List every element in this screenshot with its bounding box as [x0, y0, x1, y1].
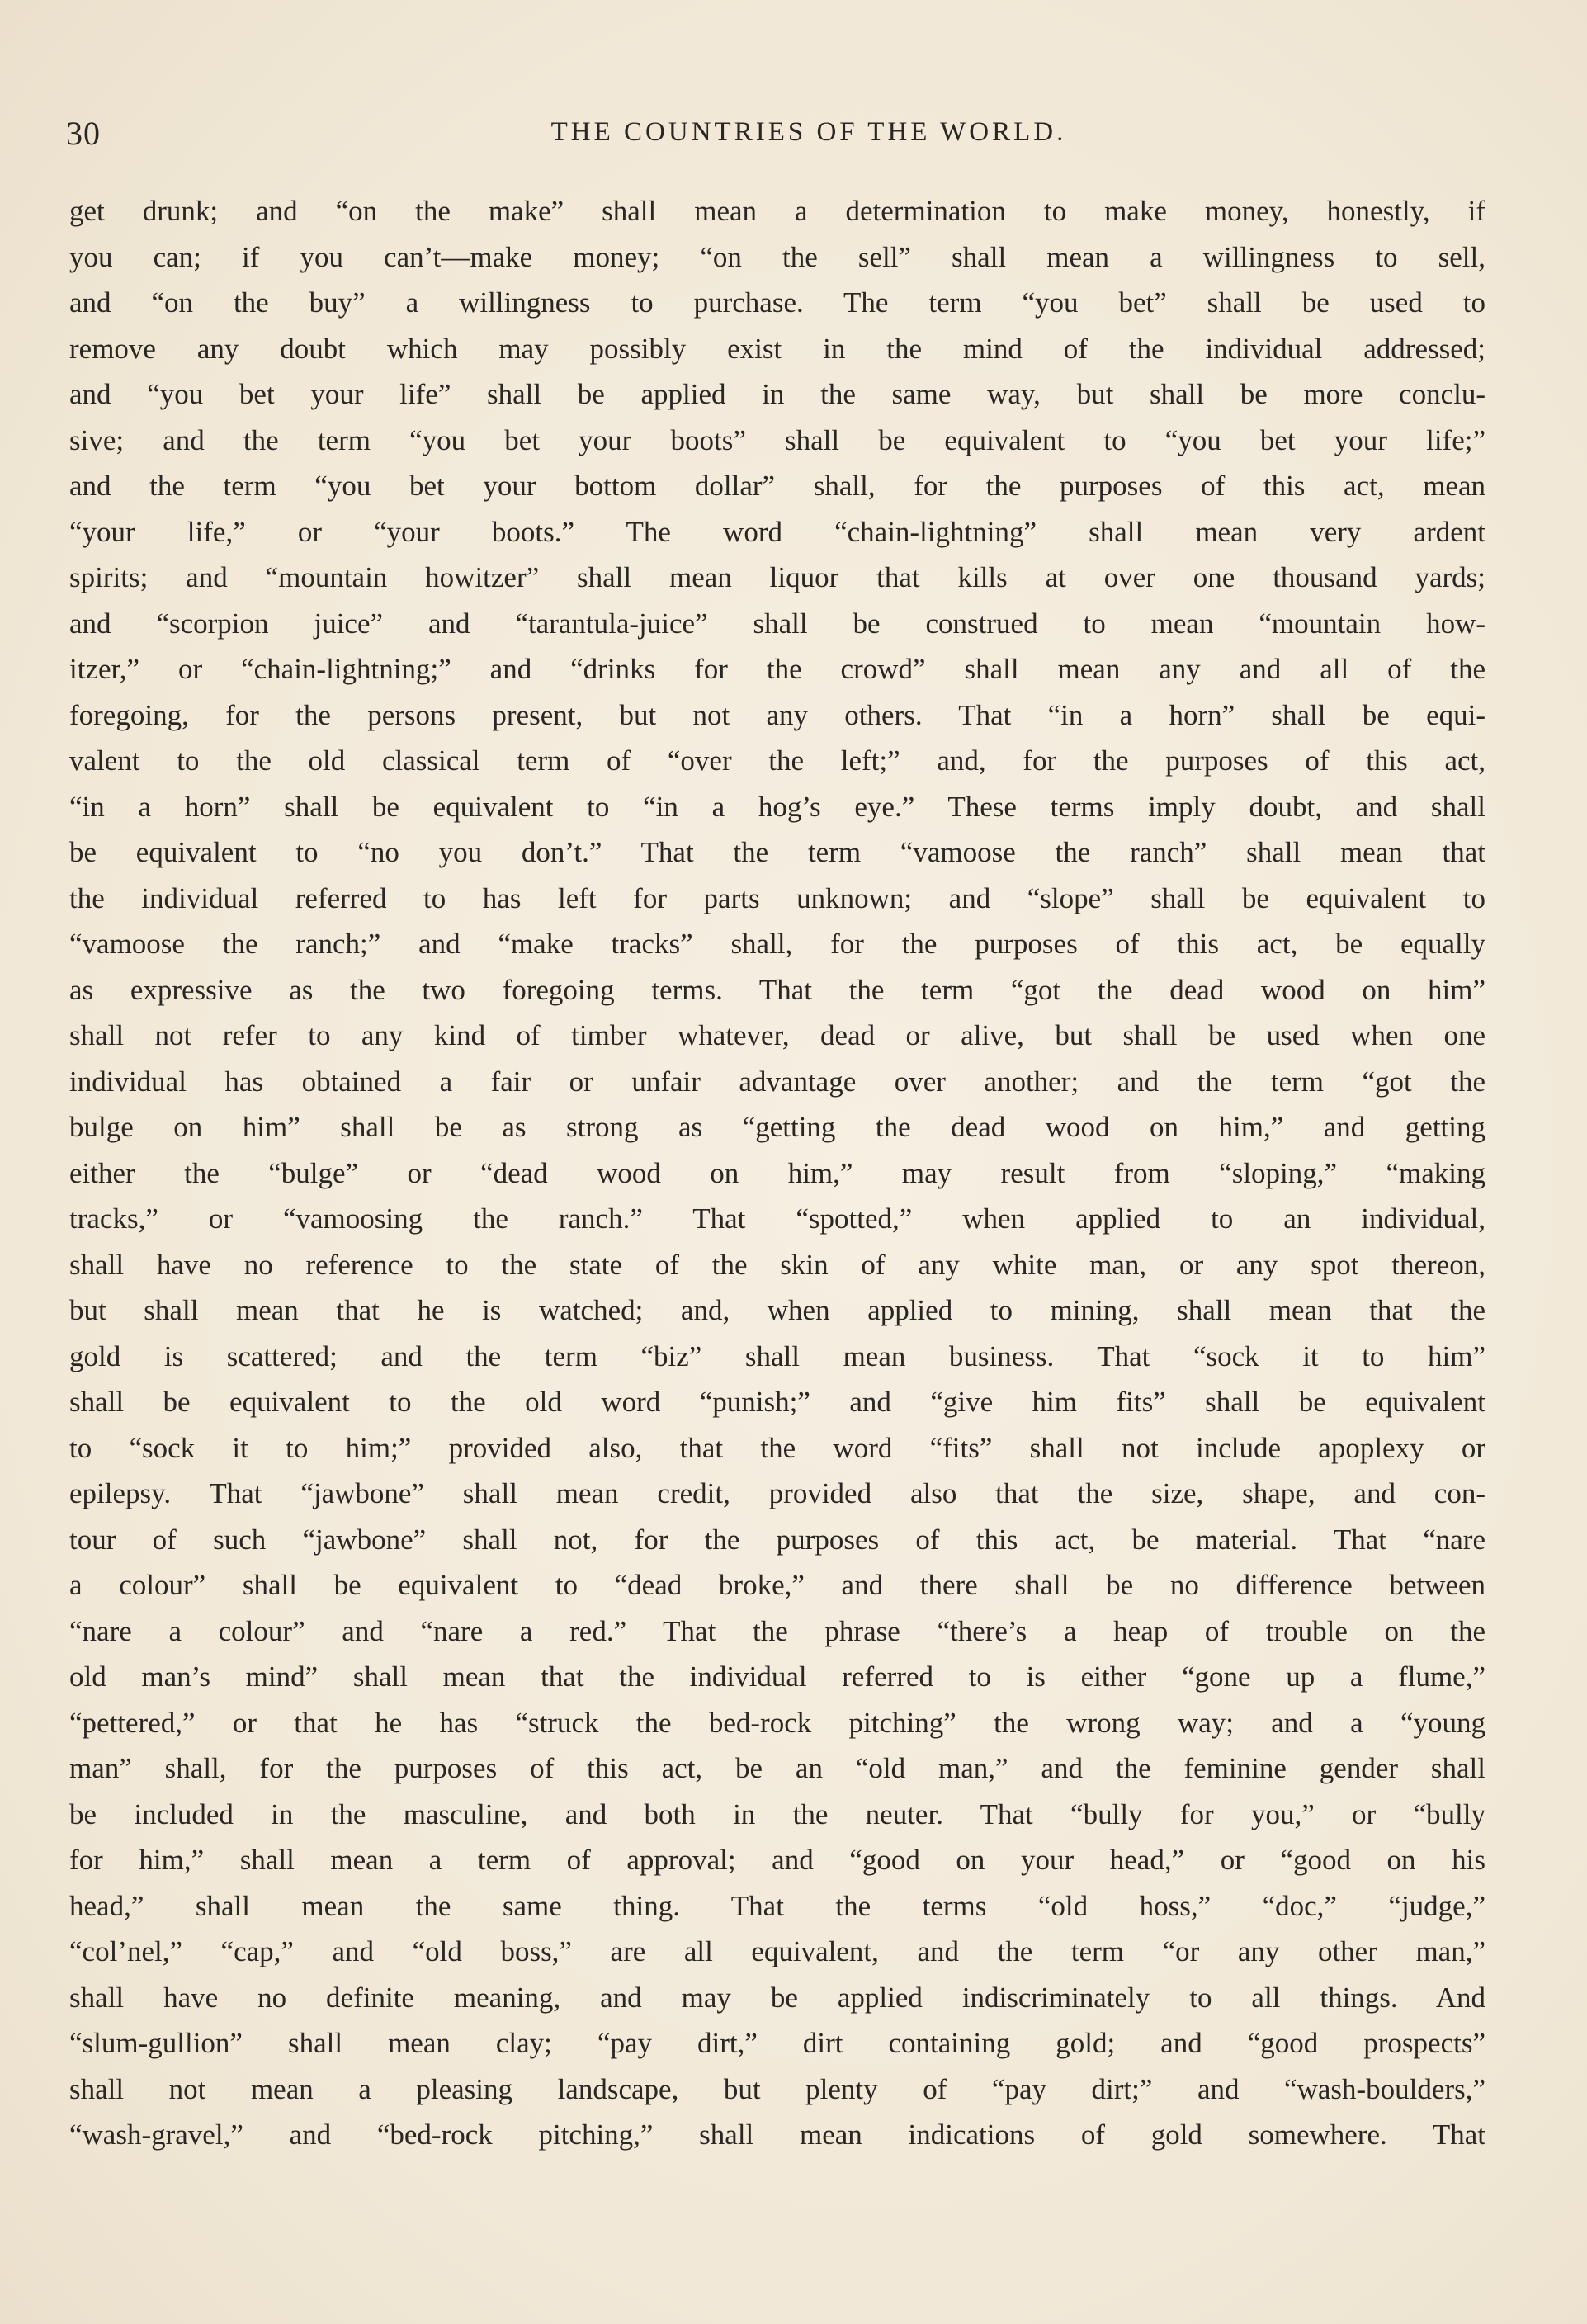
text-line: shall have no reference to the state of the skin of any white man, or any spot thereon,: [69, 1248, 1485, 1281]
running-title: THE COUNTRIES OF THE WORLD.: [550, 117, 1067, 147]
text-line: shall be equivalent to the old word “punish;” and “give him fits” shall be equivalent: [69, 1386, 1485, 1418]
text-line: as expressive as the two foregoing terms. That the term “got the dead wood on him”: [69, 973, 1485, 1006]
text-line: but shall mean that he is watched; and, when applied to mining, shall mean that the: [69, 1294, 1485, 1326]
text-line: “in a horn” shall be equivalent to “in a hog’s eye.” These terms imply doubt, and shall: [69, 790, 1485, 823]
text-line: the individual referred to has left for parts unknown; and “slope” shall be equivalent to: [69, 881, 1485, 914]
text-line: you can; if you can’t—make money; “on the sell” shall mean a willingness to sell,: [69, 240, 1485, 273]
text-line: remove any doubt which may possibly exist in the mind of the individual addressed;: [69, 332, 1485, 365]
text-line: bulge on him” shall be as strong as “getting the dead wood on him,” and getting: [69, 1111, 1485, 1143]
text-line: for him,” shall mean a term of approval; and “good on your head,” or “good on his: [69, 1844, 1485, 1876]
text-line: old man’s mind” shall mean that the individual referred to is either “gone up a flume,”: [69, 1660, 1485, 1693]
text-line: “slum-gullion” shall mean clay; “pay dirt,” dirt containing gold; and “good prospects”: [69, 2027, 1485, 2059]
text-line: individual has obtained a fair or unfair advantage over another; and the term “got the: [69, 1065, 1485, 1098]
text-line: valent to the old classical term of “over the left;” and, for the purposes of this act,: [69, 744, 1485, 777]
text-line: “nare a colour” and “nare a red.” That the phrase “there’s a heap of trouble on the: [69, 1614, 1485, 1647]
text-line: spirits; and “mountain howitzer” shall mean liquor that kills at over one thousand yards;: [69, 561, 1485, 593]
text-line: shall have no definite meaning, and may be applied indiscriminately to all things. And: [69, 1981, 1485, 2014]
text-line: be included in the masculine, and both in the neuter. That “bully for you,” or “bully: [69, 1797, 1485, 1830]
text-line: sive; and the term “you bet your boots” shall be equivalent to “you bet your life;”: [69, 423, 1485, 456]
text-line: foregoing, for the persons present, but not any others. That “in a horn” shall be equi-: [69, 698, 1485, 731]
page-header: [66, 114, 1502, 163]
text-line: tour of such “jawbone” shall not, for the purposes of this act, be material. That “nare: [69, 1523, 1485, 1556]
text-line: shall not mean a pleasing landscape, but plenty of “pay dirt;” and “wash-boulders,”: [69, 2072, 1485, 2105]
text-line: “your life,” or “your boots.” The word “chain-lightning” shall mean very ardent: [69, 515, 1485, 548]
text-line: shall not refer to any kind of timber whatever, dead or alive, but shall be used when one: [69, 1019, 1485, 1051]
text-line: head,” shall mean the same thing. That the terms “old hoss,” “doc,” “judge,”: [69, 1889, 1485, 1922]
text-line: “col’nel,” “cap,” and “old boss,” are all equivalent, and the term “or any other man,”: [69, 1935, 1485, 1967]
page-number: 30: [66, 115, 101, 152]
text-line: “pettered,” or that he has “struck the bed-rock pitching” the wrong way; and a “young: [69, 1706, 1485, 1739]
text-line: and “scorpion juice” and “tarantula-juice” shall be construed to mean “mountain how-: [69, 607, 1485, 640]
text-line: tracks,” or “vamoosing the ranch.” That “spotted,” when applied to an individual,: [69, 1202, 1485, 1235]
text-line: gold is scattered; and the term “biz” shall mean business. That “sock it to him”: [69, 1339, 1485, 1372]
text-line: and “on the buy” a willingness to purchase. The term “you bet” shall be used to: [69, 286, 1485, 319]
text-line: epilepsy. That “jawbone” shall mean credit, provided also that the size, shape, and con-: [69, 1477, 1485, 1509]
text-line: itzer,” or “chain-lightning;” and “drinks for the crowd” shall mean any and all of the: [69, 653, 1485, 685]
text-line: get drunk; and “on the make” shall mean a determination to make money, honestly, if: [69, 195, 1485, 227]
text-line: “vamoose the ranch;” and “make tracks” shall, for the purposes of this act, be equally: [69, 928, 1485, 960]
text-line: be equivalent to “no you don’t.” That the term “vamoose the ranch” shall mean that: [69, 836, 1485, 868]
text-line: and the term “you bet your bottom dollar” shall, for the purposes of this act, mean: [69, 470, 1485, 502]
text-line: and “you bet your life” shall be applied in the same way, but shall be more conclu-: [69, 378, 1485, 410]
text-line: man” shall, for the purposes of this act, be an “old man,” and the feminine gender shall: [69, 1752, 1485, 1784]
text-line: to “sock it to him;” provided also, that the word “fits” shall not include apoplexy or: [69, 1431, 1485, 1464]
text-line: a colour” shall be equivalent to “dead broke,” and there shall be no difference between: [69, 1569, 1485, 1601]
text-line: either the “bulge” or “dead wood on him,” may result from “sloping,” “making: [69, 1156, 1485, 1189]
body-text: [69, 188, 1485, 2158]
text-line: “wash-gravel,” and “bed-rock pitching,” shall mean indications of gold somewhere. That: [69, 2119, 1485, 2151]
